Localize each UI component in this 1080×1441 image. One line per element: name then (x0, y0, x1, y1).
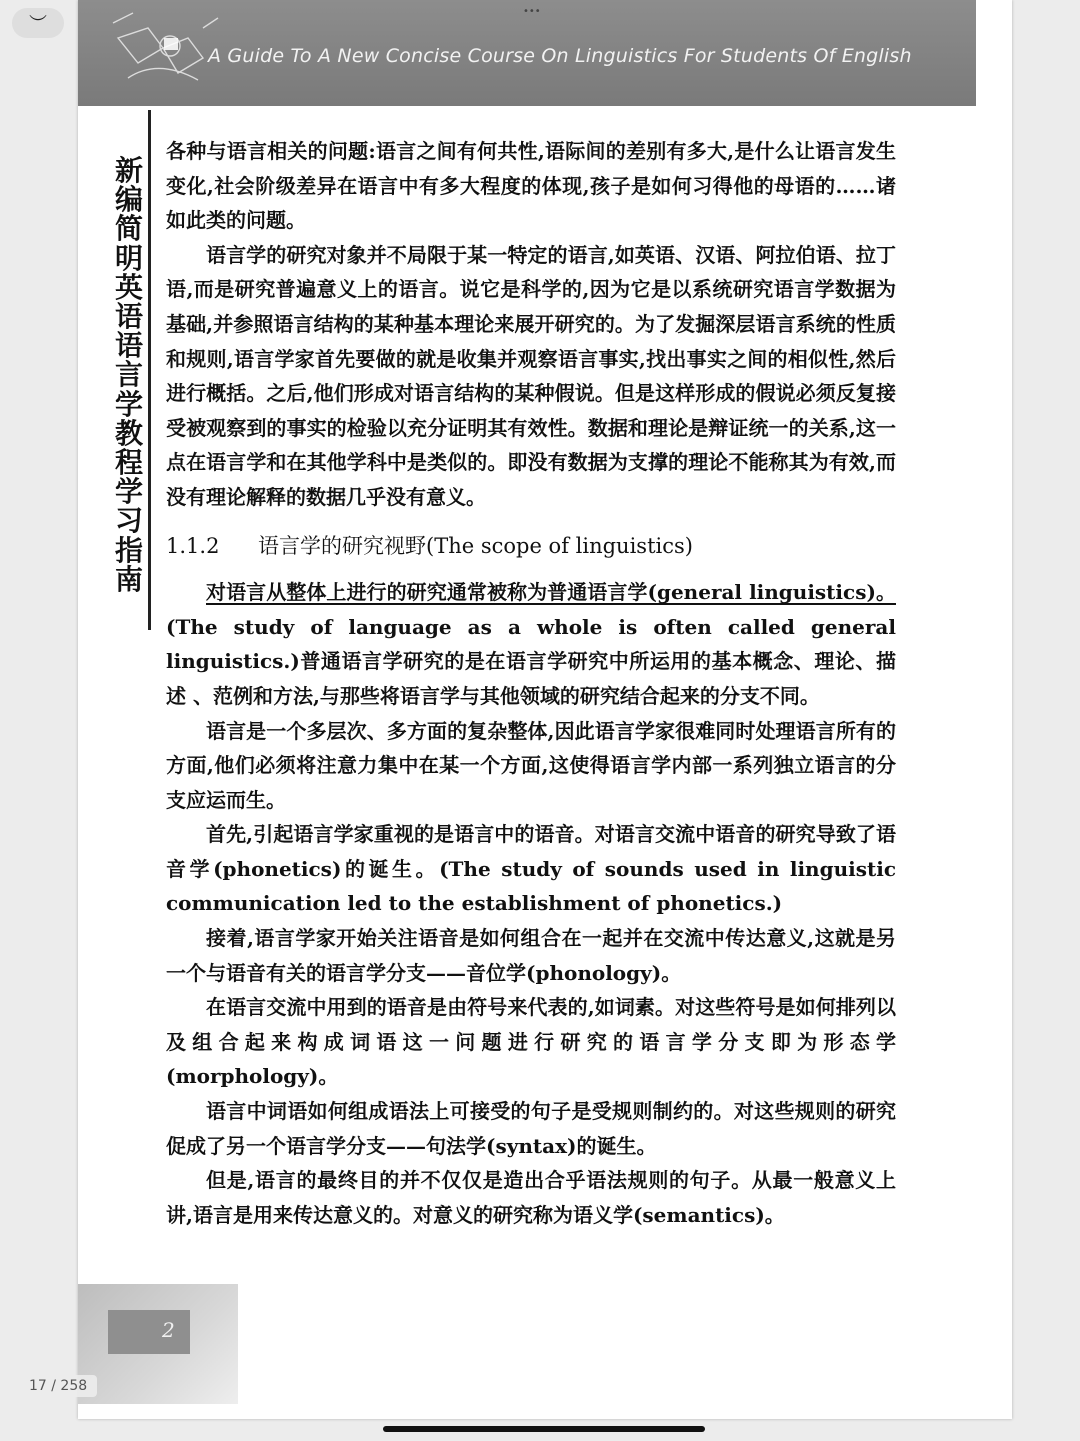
paragraph: 首先,引起语言学家重视的是语言中的语音。对语言交流中语音的研究导致了语音学(phonetics)的诞生。(The study of sounds used in linguistic communication led to the establishment of phonetics.) (166, 822, 896, 916)
chevron-down-icon: ︶ (29, 14, 47, 35)
paragraph: 语言学的研究对象并不局限于某一特定的语言,如英语、汉语、阿拉伯语、拉丁语,而是研究普遍意义上的语言。说它是科学的,因为它是以系统研究语言学数据为基础,并参照语言结构的某种基本理论来展开研究的。为了发掘深层语言系统的性质和规则,语言学家首先要做的就是收集并观察语言事实,找出事实之间的相似性,然后进行概括。之后,他们形成对语言结构的某种假说。但是这样形成的假说必须反复接受被观察到的事实的检验以充分证明其有效性。数据和理论是辩证统一的关系,这一点在语言学和在其他学科中是类似的。即没有数据为支撑的理论不能称其为有效,而没有理论解释的数据几乎没有意义。 (166, 242, 896, 509)
section-number: 1.1.2 (166, 533, 220, 558)
paragraph: 语言是一个多层次、多方面的复杂整体,因此语言学家很难同时处理语言所有的方面,他们必须将注意力集中在某一个方面,这使得语言学内部一系列独立语言的分支应运而生。 (166, 718, 896, 812)
section-heading (166, 529, 896, 564)
paragraph-rest: (The study of language as a whole is often called general linguistics.)普通语言学研究的是在语言学研究中所运用的基本概念、理论、描述 、范例和方法,与那些将语言学与其他领域的研究结合起来的分支不同。 (166, 614, 896, 708)
paragraph: 各种与语言相关的问题:语言之间有何共性,语际间的差别有多大,是什么让语言发生变化,社会阶级差异在语言中有多大程度的体现,孩子是如何习得他的母语的……诸如此类的问题。 (166, 139, 896, 233)
banner-dots: ••• (523, 6, 541, 17)
paragraph: 在语言交流中用到的语音是由符号来代表的,如词素。对这些符号是如何排列以及组合起来构成词语这一问题进行研究的语言学分支即为形态学(morphology)。 (166, 995, 896, 1089)
paragraph: 接着,语言学家开始关注语音是如何组合在一起并在交流中传达意义,这就是另一个与语音有关的语言学分支——音位学(phonology)。 (166, 926, 896, 985)
home-indicator[interactable] (383, 1426, 705, 1432)
page-number: 2 (162, 1318, 175, 1342)
document-page (78, 0, 1012, 1419)
sidebar-rule (148, 110, 151, 630)
underlined-definition: 对语言从整体上进行的研究通常被称为普通语言学(general linguistics)。 (206, 580, 896, 605)
header-banner (78, 0, 976, 106)
collapse-button[interactable] (12, 8, 64, 38)
paragraph: 语言中词语如何组成语法上可接受的句子是受规则制约的。对这些规则的研究促成了另一个语言学分支——句法学(syntax)的诞生。 (166, 1099, 896, 1158)
section-title: 语言学的研究视野(The scope of linguistics) (258, 533, 693, 558)
sidebar-title: 新编简明英语语言学教程学习指南 (114, 154, 143, 596)
paragraph: 但是,语言的最终目的并不仅仅是造出合乎语法规则的句子。从最一般意义上讲,语言是用来传达意义的。对意义的研究称为语义学(semantics)。 (166, 1168, 896, 1227)
page-counter: 17 / 258 (19, 1375, 97, 1397)
body-text (166, 134, 896, 1232)
page-number-tab (108, 1310, 190, 1354)
paragraph (166, 575, 896, 713)
header-title: A Guide To A New Concise Course On Linguistics For Students Of English (208, 45, 912, 67)
